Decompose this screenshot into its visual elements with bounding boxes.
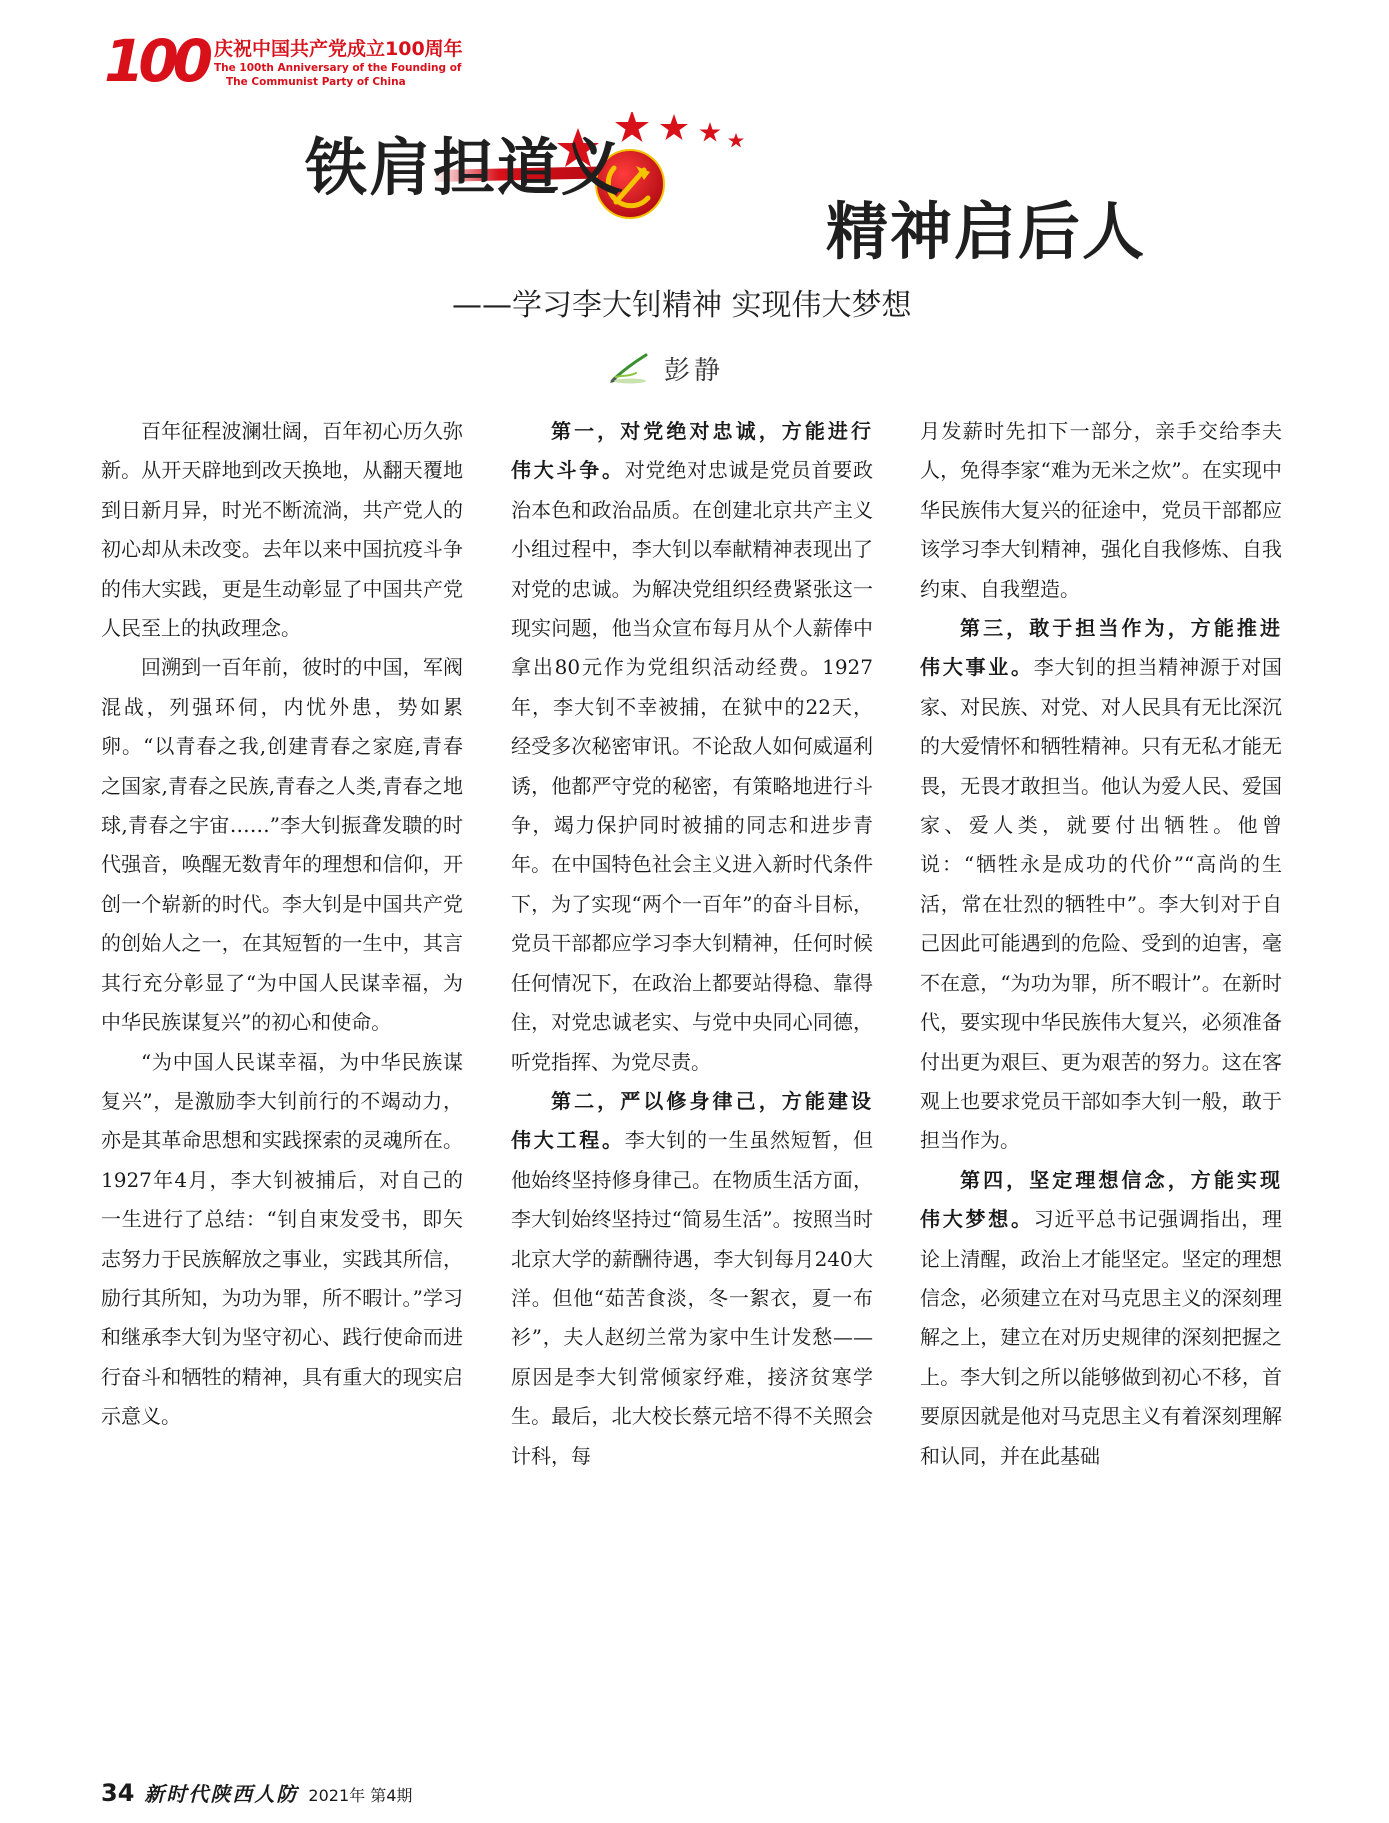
section-text: 月发薪时先扣下一部分，亲手交给李夫人，免得李家“难为无米之炊”。在实现中华民族伟大复兴的征途中，党员干部都应该学习李大钊精神，强化自我修炼、自我约束、自我塑造。 <box>920 419 1282 601</box>
body-column-2 <box>511 412 873 1476</box>
paragraph <box>920 609 1282 1161</box>
star-icon <box>660 114 688 140</box>
section-lead: 第一，对党绝对忠诚，方能进行伟大斗争。 <box>511 419 873 483</box>
author-byline <box>608 348 724 388</box>
paragraph: 回溯到一百年前，彼时的中国，军阀混战，列强环伺，内忧外患，势如累卵。“以青春之我,创建青春之家庭,青春之国家,青春之民族,青春之人类,青春之地球,青春之宇宙……”李大钊振聋发聩的时代强音，唤醒无数青年的理想和信仰，开创一个崭新的时代。李大钊是中国共产党的创始人之一，在其短暂的一生中，其言其行充分彰显了“为中国人民谋幸福，为中华民族谋复兴”的初心和使命。 <box>101 655 463 1035</box>
body-column-1 <box>101 412 463 1437</box>
star-icon <box>728 133 744 148</box>
star-icon <box>700 122 721 142</box>
badge-number: 100 <box>104 27 208 95</box>
badge-title-en-line1: The 100th Anniversary of the Founding of <box>214 62 462 74</box>
section-lead: 第三，敢于担当作为，方能推进伟大事业。 <box>920 616 1282 680</box>
paragraph <box>511 1082 873 1476</box>
section-text: 李大钊的担当精神源于对国家、对民族、对党、对人民具有无比深沉的大爱情怀和牺牲精神。只有无私才能无畏，无畏才敢担当。他认为爱人民、爱国家、爱人类，就要付出牺牲。他曾说：“牺牲永是成功的代价”“高尚的生活，常在壮烈的牺牲中”。李大钊对于自己因此可能遇到的危险、受到的迫害，毫不在意，“为功为罪，所不暇计”。在新时代，要实现中华民族伟大复兴，必须准备付出更为艰巨、更为艰苦的努力。这在客观上也要求党员干部如李大钊一般，敢于担当作为。 <box>920 655 1282 1153</box>
pen-icon <box>608 351 650 385</box>
section-text: 李大钊的一生虽然短暂，但他始终坚持修身律己。在物质生活方面，李大钊始终坚持过“简易生活”。按照当时北京大学的薪酬待遇，李大钊每月240大洋。但他“茹苦食淡，冬一絮衣，夏一布衫”，夫人赵纫兰常为家中生计发愁——原因是李大钊常倾家纾难，接济贫寒学生。最后，北大校长蔡元培不得不关照会计科，每 <box>511 1128 873 1468</box>
section-text: 习近平总书记强调指出，理论上清醒，政治上才能坚定。坚定的理想信念，必须建立在对马克思主义的深刻理解之上，建立在对历史规律的深刻把握之上。李大钊之所以能够做到初心不移，首要原因就是他对马克思主义有着深刻理解和认同，并在此基础 <box>920 1207 1282 1468</box>
paragraph <box>920 412 1282 609</box>
page-number: 34 <box>101 1779 135 1807</box>
badge-title-en-line2: The Communist Party of China <box>226 76 406 88</box>
page-footer <box>101 1778 412 1807</box>
anniversary-badge <box>104 27 504 95</box>
badge-title-cn: 庆祝中国共产党成立100周年 <box>214 38 463 60</box>
magazine-name: 新时代陕西人防 <box>144 1782 299 1806</box>
paragraph: 百年征程波澜壮阔，百年初心历久弥新。从开天辟地到改天换地，从翻天覆地到日新月异，时光不断流淌，共产党人的初心却从未改变。去年以来中国抗疫斗争的伟大实践，更是生动彰显了中国共产党人民至上的执政理念。 <box>101 419 463 641</box>
author-name: 彭静 <box>664 355 725 386</box>
article-title-part1: 铁肩担道义 <box>305 131 626 204</box>
section-lead: 第四，坚定理想信念，方能实现伟大梦想。 <box>920 1167 1282 1232</box>
article-title-part2: 精神启后人 <box>826 195 1147 268</box>
article-subtitle: ——学习李大钊精神 实现伟大梦想 <box>452 288 912 323</box>
paragraph <box>920 1161 1282 1476</box>
issue-label: 2021年 第4期 <box>308 1786 413 1805</box>
paragraph <box>511 412 873 1082</box>
section-lead: 第二，严以修身律己，方能建设伟大工程。 <box>511 1088 873 1153</box>
section-text: 对党绝对忠诚是党员首要政治本色和政治品质。在创建北京共产主义小组过程中，李大钊以奉献精神表现出了对党的忠诚。为解决党组织经费紧张这一现实问题，他当众宣布每月从个人薪俸中拿出80元作为党组织活动经费。1927年，李大钊不幸被捕，在狱中的22天，经受多次秘密审讯。不论敌人如何威逼利诱，他都严守党的秘密，有策略地进行斗争，竭力保护同时被捕的同志和进步青年。在中国特色社会主义进入新时代条件下，为了实现“两个一百年”的奋斗目标，党员干部都应学习李大钊精神，任何时候任何情况下，在政治上都要站得稳、靠得住，对党忠诚老实、与党中央同心同德，听党指挥、为党尽责。 <box>511 458 873 1074</box>
body-column-3 <box>920 412 1282 1476</box>
paragraph: “为中国人民谋幸福，为中华民族谋复兴”，是激励李大钊前行的不竭动力，亦是其革命思想和实践探索的灵魂所在。1927年4月，李大钊被捕后，对自己的一生进行了总结：“钊自束发受书，即矢志努力于民族解放之事业，实践其所信，励行其所知，为功为罪，所不暇计。”学习和继承李大钊为坚守初心、践行使命而进行奋斗和牺牲的精神，具有重大的现实启示意义。 <box>101 1049 463 1429</box>
